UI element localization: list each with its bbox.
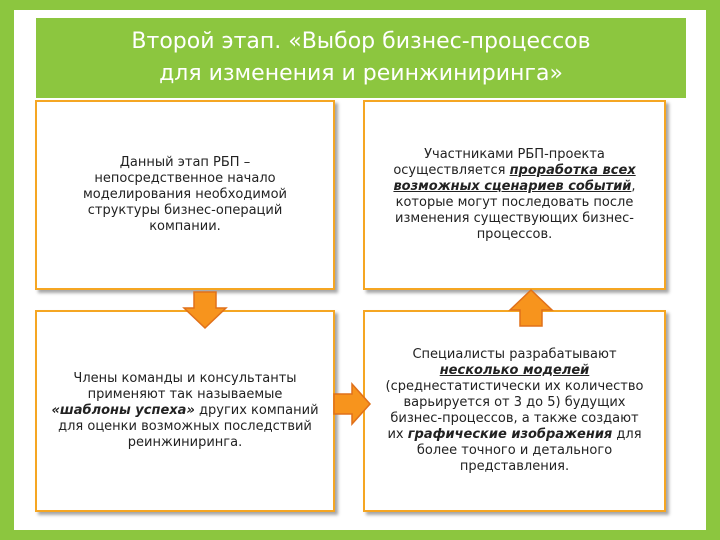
title-line-1: Второй этап. «Выбор бизнес-процессов bbox=[131, 29, 591, 54]
box-bottom-left-line: реинжиниринга. bbox=[127, 435, 243, 450]
box-top-right-line bbox=[371, 163, 658, 179]
box-top-right-line: которые могут последовать после bbox=[395, 195, 634, 210]
emphasis-text: возможных сценариев событий bbox=[393, 179, 632, 194]
slide-title bbox=[36, 18, 686, 98]
box-bottom-right bbox=[363, 310, 666, 512]
box-top-right-line: процессов. bbox=[476, 227, 553, 242]
box-bottom-right-line: (среднестатистически их количество bbox=[385, 379, 644, 394]
text-run: для bbox=[612, 427, 642, 442]
box-top-left-line: моделирования необходимой bbox=[82, 187, 287, 202]
box-top-left-line: структуры бизнес-операций bbox=[87, 203, 283, 218]
box-bottom-right-line: варьируется от 3 до 5) будущих bbox=[403, 395, 626, 410]
arrow-down-icon bbox=[180, 290, 230, 330]
box-bottom-left-line: применяют так называемые bbox=[87, 387, 283, 402]
text-run: осуществляется bbox=[393, 163, 510, 178]
box-bottom-right-line: представления. bbox=[459, 459, 570, 474]
box-bottom-left-line bbox=[43, 403, 327, 419]
title-line-2: для изменения и реинжиниринга» bbox=[159, 61, 563, 86]
box-top-left bbox=[35, 100, 335, 290]
box-top-right-line: изменения существующих бизнес- bbox=[395, 211, 634, 226]
box-bottom-right-line bbox=[371, 427, 658, 443]
box-top-right-line bbox=[371, 179, 658, 195]
emphasis-text: проработка всех bbox=[509, 163, 636, 178]
emphasis-text: несколько моделей bbox=[439, 363, 590, 378]
box-top-left-line: компании. bbox=[149, 219, 221, 234]
box-bottom-right-line: более точного и детального bbox=[416, 443, 613, 458]
box-bottom-left-line: для оценки возможных последствий bbox=[58, 419, 312, 434]
text-run: других компаний bbox=[194, 403, 319, 418]
box-bottom-left-line: Члены команды и консультанты bbox=[73, 371, 297, 386]
arrow-up-icon bbox=[506, 288, 556, 328]
box-bottom-right-line: Специалисты разрабатывают bbox=[412, 347, 617, 362]
box-top-left-line: непосредственное начало bbox=[94, 171, 276, 186]
box-top-right bbox=[363, 100, 666, 290]
emphasis-text: «шаблоны успеха» bbox=[51, 403, 195, 418]
emphasis-text: графические изображения bbox=[407, 427, 613, 442]
box-top-left-line: Данный этап РБП – bbox=[119, 155, 251, 170]
box-bottom-right-line bbox=[371, 363, 658, 379]
arrow-right-icon bbox=[332, 382, 372, 426]
text-run: , bbox=[631, 179, 636, 194]
text-run: их bbox=[387, 427, 408, 442]
box-bottom-left bbox=[35, 310, 335, 512]
box-bottom-right-line: бизнес-процессов, а также создают bbox=[390, 411, 639, 426]
box-top-right-line: Участниками РБП-проекта bbox=[424, 147, 605, 162]
